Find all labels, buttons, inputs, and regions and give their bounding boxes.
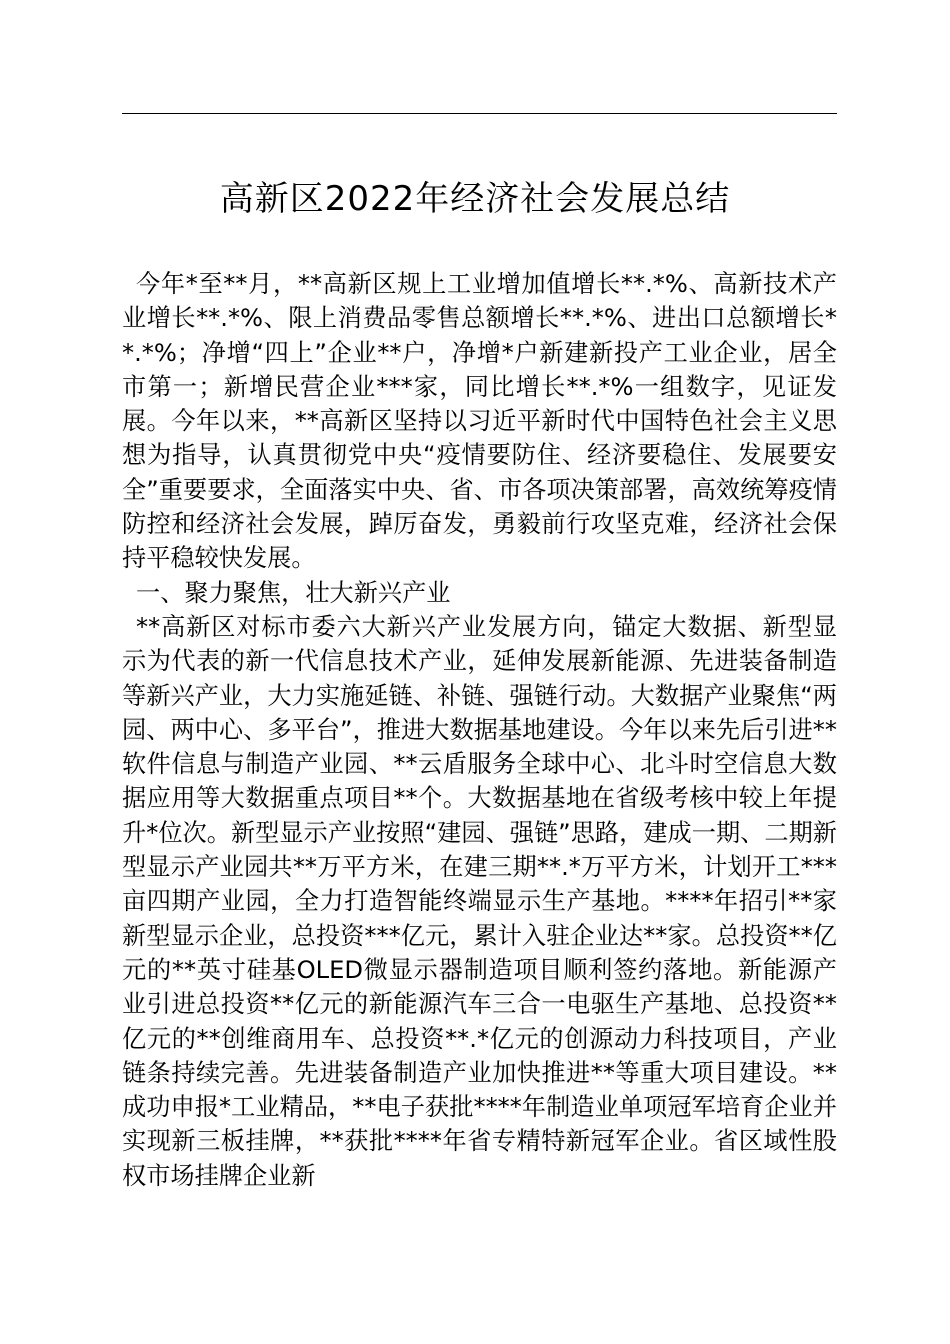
section-paragraph: **高新区对标市委六大新兴产业发展方向，锚定大数据、新型显示为代表的新一代信息技术产业，延伸发展新能源、先进装备制造等新兴产业，大力实施延链、补链、强链行动。大数据产业聚焦“两园、两中心、多平台”，推进大数据基地建设。今年以来先后引进**软件信息与制造产业园、**云盾服务全球中心、北斗时空信息大数据应用等大数据重点项目**个。大数据基地在省级考核中较上年提升*位次。新型显示产业按照“建园、强链”思路，建成一期、二期新型显示产业园共**万平方米，在建三期**.*万平方米，计划开工***亩四期产业园，全力打造智能终端显示生产基地。****年招引**家新型显示企业，总投资***亿元，累计入驻企业达**家。总投资**亿元的**英寸硅基OLED微显示器制造项目顺利签约落地。新能源产业引进总投资**亿元的新能源汽车三合一电驱生产基地、总投资**亿元的**创维商用车、总投资**.*亿元的创源动力科技项目，产业链条持续完善。先进装备制造产业加快推进**等重大项目建设。**成功申报*工业精品，**电子获批****年制造业单项冠军培育企业并实现新三板挂牌，**获批****年省专精特新冠军企业。省区域性股权市场挂牌企业新 [122, 612, 837, 1190]
document-body [122, 267, 837, 1193]
section-heading: 一、聚力聚焦，壮大新兴产业 [136, 578, 451, 607]
document-title: 高新区2022年经济社会发展总结 [219, 179, 731, 219]
header-rule [122, 113, 837, 114]
intro-paragraph: 今年*至**月，**高新区规上工业增加值增长**.*%、高新技术产业增长**.*%、限上消费品零售总额增长**.*%、进出口总额增长**.*%；净增“四上”企业**户，净增*户新建新投产工业企业，居全市第一；新增民营企业***家，同比增长**.*%一组数字，见证发展。今年以来，**高新区坚持以习近平新时代中国特色社会主义思想为指导，认真贯彻党中央“疫情要防住、经济要稳住、发展要安全”重要要求，全面落实中央、省、市各项决策部署，高效统筹疫情防控和经济社会发展，踔厉奋发，勇毅前行攻坚克难，经济社会保持平稳较快发展。 [122, 270, 837, 573]
